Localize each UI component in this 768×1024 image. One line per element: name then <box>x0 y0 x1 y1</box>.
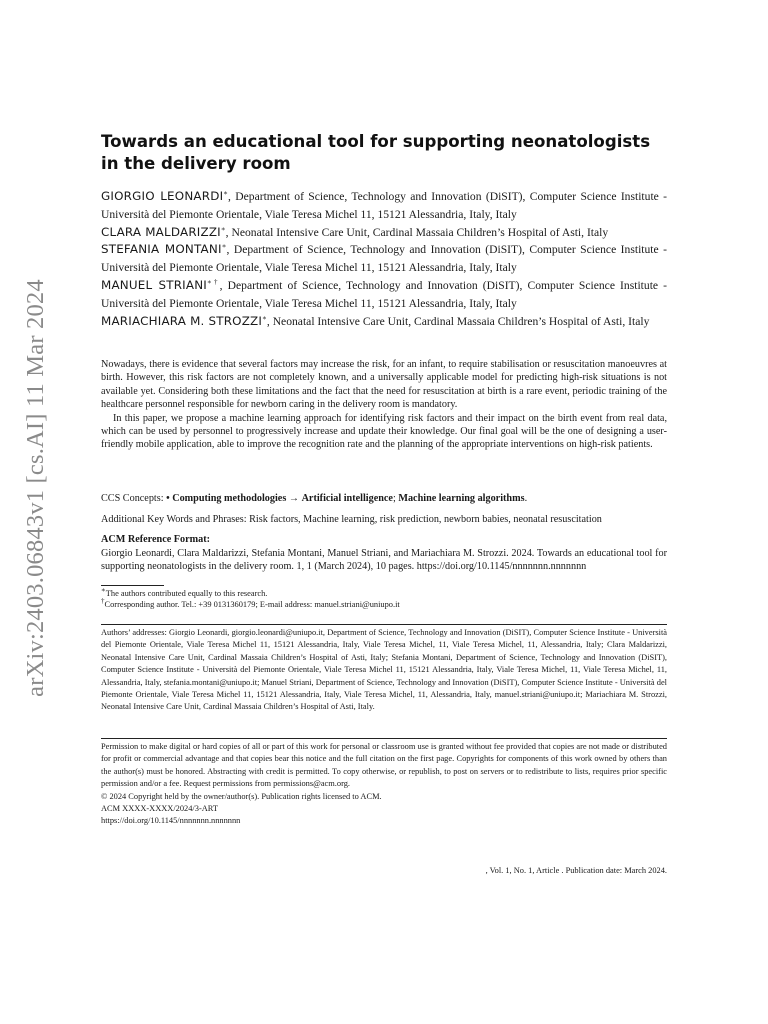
footnotes <box>101 588 667 610</box>
ccs-label: CCS Concepts: <box>101 493 167 504</box>
author-entry <box>101 224 667 242</box>
permissions-divider <box>101 738 667 739</box>
ccs-term: Machine learning algorithms <box>398 493 525 504</box>
permissions-text: Permission to make digital or hard copies of all or part of this work for personal or classroom use is granted without fee provided that copies are not made or distributed for profit or commercial advantage and that copies bear this notice and the full citation on the first page. Copyrights for components of this work owned by others than the author(s) must be honored. Abstracting with credit is permitted. To copy otherwise, or republish, to post on servers or to redistribute to lists, requires prior specific permission and/or a fee. Request permissions from permissions@acm.org. <box>101 742 667 789</box>
author-affiliation: , Department of Science, Technology and Innovation (DiSIT), Computer Science Institute - Università del Piemonte Orientale, Viale Teresa Michel 11, 15121 Alessandria, Italy, Italy <box>101 278 668 310</box>
reference-format-heading: ACM Reference Format: <box>101 534 210 545</box>
footnote-text: Corresponding author. Tel.: +39 0131360179; E-mail address: manuel.striani@uniupo.it <box>104 600 400 610</box>
authors-addresses: Authors’ addresses: Giorgio Leonardi, giorgio.leonardi@uniupo.it, Department of Science, Technology and Innovation (DiSIT), Computer Science Institute - Università del Piemonte Orientale, Viale Teresa Michel 11, 15121 Alessandria, Italy, Viale Teresa Michel, 11, Viale Teresa Michel, 11, Alessandria, Italy; Clara Maldarizzi, Neonatal Intensive Care Unit, Cardinal Massaia Children’s Hospital of Asti, Italy; Stefania Montani, Department of Science, Technology and Innovation (DiSIT), Computer Science Institute - Università del Piemonte Orientale, Viale Teresa Michel 11, 15121 Alessandria, Italy, Viale Teresa Michel, 11, Viale Teresa Michel, 11, Alessandria, Italy, stefania.montani@uniupo.it; Manuel Striani, Department of Science, Technology and Innovation (DiSIT), Computer Science Institute - Università del Piemonte Orientale, Viale Teresa Michel 11, 15121 Alessandria, Italy, Viale Teresa Michel, 11, Alessandria, Italy, manuel.striani@uniupo.it; Mariachiara M. Strozzi, Neonatal Intensive Care Unit, Cardinal Massaia Children’s Hospital of Asti, Italy. <box>101 628 667 712</box>
author-name: CLARA MALDARIZZI <box>101 224 221 239</box>
arxiv-identifier-text: arXiv:2403.06843v1 [cs.AI] 11 Mar 2024 <box>22 279 49 697</box>
footnote-text: The authors contributed equally to this research. <box>105 589 268 598</box>
footnote-corresponding-author <box>101 599 667 610</box>
author-entry <box>101 277 667 313</box>
footnote-equal-contribution <box>101 588 667 599</box>
author-name: MARIACHIARA M. STROZZI <box>101 313 263 328</box>
abstract-paragraph: Nowadays, there is evidence that several factors may increase the risk, for an infant, to require stabilisation or resuscitation manoeuvres at birth. However, this risk factors are not completely known, and a universally applicable model for predicting high-risk situations is not available yet. Considering both these limitations and the fact that the need for resuscitation at birth is a rare event, periodic training of the healthcare personnel responsible for newborn caring in the delivery room is mandatory. <box>101 359 667 411</box>
author-note-mark: ∗ <box>220 224 226 233</box>
permissions-block <box>101 741 667 828</box>
paper-title: Towards an educational tool for supporting neonatologists in the delivery room <box>101 132 651 173</box>
author-note-mark: ∗† <box>207 278 220 287</box>
author-affiliation: , Neonatal Intensive Care Unit, Cardinal Massaia Children’s Hospital of Asti, Italy <box>225 225 609 239</box>
ccs-arrow: → <box>286 493 302 504</box>
reference-format-text: Giorgio Leonardi, Clara Maldarizzi, Stefania Montani, Manuel Striani, and Mariachiara M. Strozzi. 2024. Towards an educational tool for supporting neonatologists in the delivery room. 1, 1 (March 2024), 10 pages. https://doi.org/10.1145/nnnnnnn.nnnnnnn <box>101 548 667 573</box>
author-name: STEFANIA MONTANI <box>101 242 222 257</box>
author-name: GIORGIO LEONARDI <box>101 189 224 203</box>
ccs-concepts <box>101 492 667 505</box>
keywords: Additional Key Words and Phrases: Risk factors, Machine learning, risk prediction, newborn babies, neonatal resuscitation <box>101 514 602 525</box>
author-list <box>101 188 667 330</box>
abstract-paragraph: In this paper, we propose a machine learning approach for identifying risk factors and their impact on the birth event from real data, which can be used by personnel to progressively increase and update their knowledge. Our final goal will be the one of designing a user-friendly mobile application, able to improve the recognition rate and the planning of the appropriate interventions on high-risk patients. <box>101 412 667 451</box>
issn-line: ACM XXXX-XXXX/2024/3-ART <box>101 804 218 814</box>
footnote-mark: ∗ <box>101 586 106 595</box>
copyright-line: © 2024 Copyright held by the owner/author(s). Publication rights licensed to ACM. <box>101 791 382 801</box>
author-affiliation: , Department of Science, Technology and Innovation (DiSIT), Computer Science Institute - Università del Piemonte Orientale, Viale Teresa Michel 11, 15121 Alessandria, Italy, Italy <box>101 190 667 221</box>
footnote-mark: † <box>101 597 105 606</box>
author-affiliation: , Department of Science, Technology and Innovation (DiSIT), Computer Science Institute - Università del Piemonte Orientale, Viale Teresa Michel 11, 15121 Alessandria, Italy, Italy <box>101 243 668 275</box>
author-note-mark: ∗ <box>223 189 229 198</box>
footnote-divider <box>101 585 164 586</box>
doi-line: https://doi.org/10.1145/nnnnnnn.nnnnnnn <box>101 816 241 826</box>
author-entry <box>101 313 667 331</box>
ccs-end: . <box>524 493 528 504</box>
addresses-divider <box>101 624 667 625</box>
author-entry <box>101 241 667 277</box>
author-note-mark: ∗ <box>262 313 267 322</box>
author-name: MANUEL STRIANI <box>101 277 208 292</box>
ccs-separator: ; <box>392 493 399 504</box>
ccs-term: Artificial intelligence <box>301 493 393 504</box>
author-entry <box>101 188 667 224</box>
page-footer: , Vol. 1, No. 1, Article . Publication date: March 2024. <box>485 866 667 875</box>
abstract <box>101 358 667 452</box>
author-note-mark: ∗ <box>221 242 227 251</box>
author-affiliation: , Neonatal Intensive Care Unit, Cardinal Massaia Children’s Hospital of Asti, Italy <box>266 314 650 328</box>
ccs-bullet: • <box>166 493 173 504</box>
ccs-term: Computing methodologies <box>172 493 287 504</box>
